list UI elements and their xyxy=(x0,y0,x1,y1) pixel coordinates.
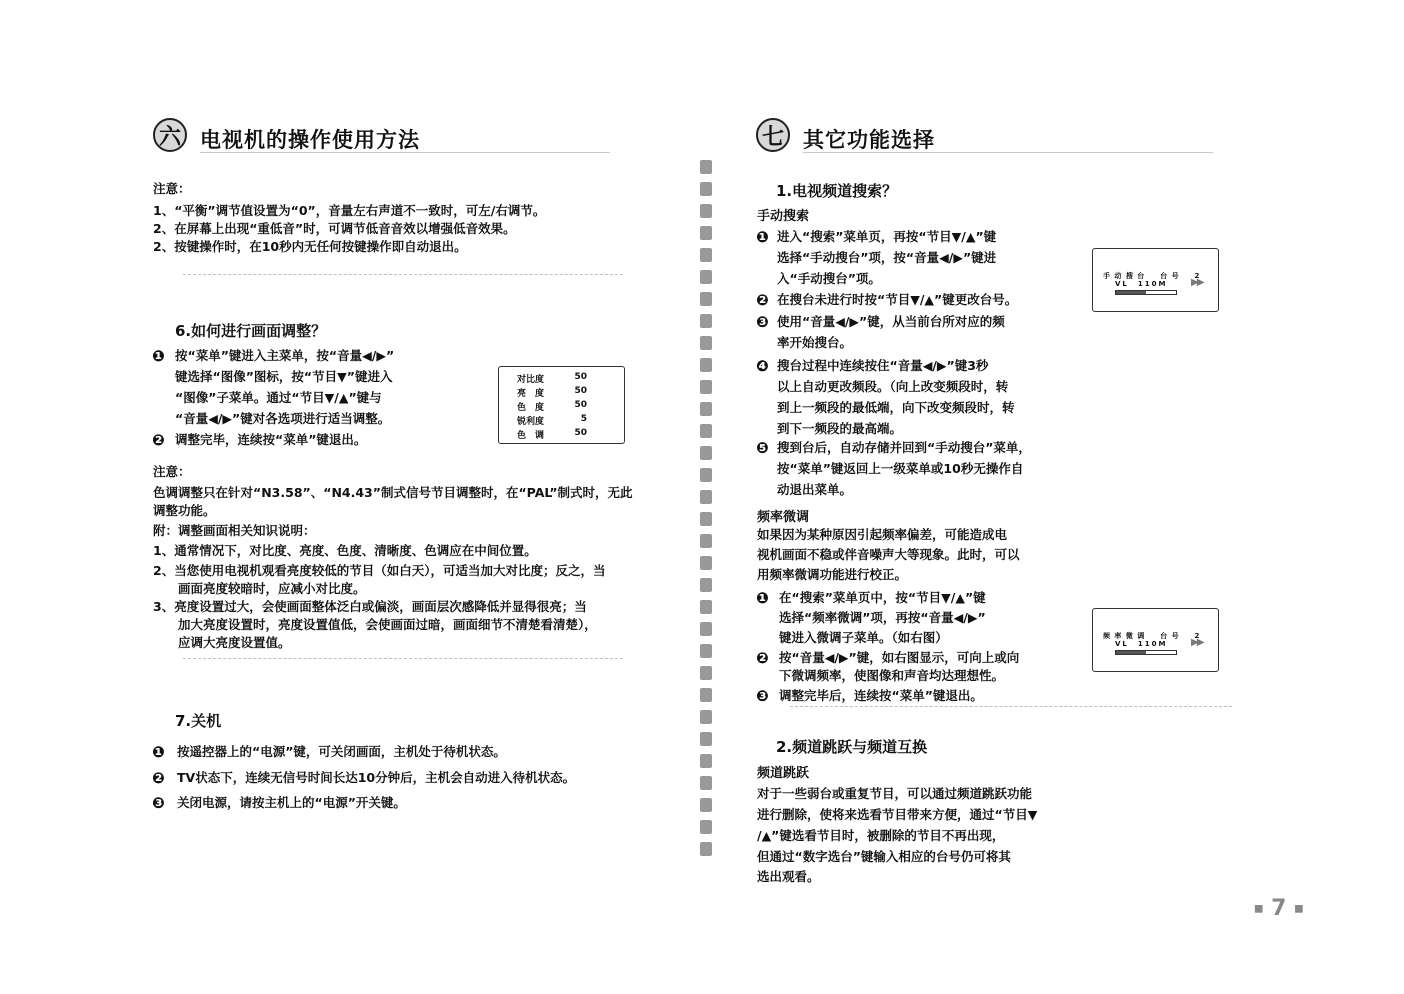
menu-label: 色 调 xyxy=(517,431,545,441)
step-marker: ❹ xyxy=(756,357,769,375)
menu-label: 亮 度 xyxy=(517,389,545,399)
note1-line: 2、按键操作时，在10秒内无任何按键操作即自动退出。 xyxy=(153,239,467,254)
manual-step-line: 到下一频段的最高端。 xyxy=(777,421,903,436)
note2-line: 调整功能。 xyxy=(153,503,216,518)
osd-title: 频 率 微 调 台 号 2 xyxy=(1103,632,1201,640)
divider xyxy=(183,658,623,659)
appendix-line: 1、通常情况下，对比度、亮度、色度、清晰度、色调应在中间位置。 xyxy=(153,543,537,558)
manual-step-line: 率开始搜台。 xyxy=(777,335,853,350)
menu-label: 色 度 xyxy=(517,403,545,413)
appendix-line: 应调大亮度设置值。 xyxy=(153,635,291,650)
menu-row xyxy=(517,414,587,427)
osd-level-fill xyxy=(1116,651,1146,654)
manual-search-osd-illustration xyxy=(1092,248,1219,312)
appendix-label: 附：调整画面相关知识说明： xyxy=(153,523,316,538)
fine-tune-label: 频率微调 xyxy=(757,510,810,525)
manual-step-line: 以上自动更改频段。（向上改变频段时，转 xyxy=(777,379,1009,394)
manual-search-label: 手动搜索 xyxy=(757,209,810,224)
fine-step-line: 调整完毕后，连续按“菜单”键退出。 xyxy=(779,688,983,703)
fine-step-line: 下微调频率，使图像和声音均达理想性。 xyxy=(779,668,1005,683)
manual-step-line: 选择“手动搜台”项，按“音量◀/▶”键进 xyxy=(777,250,997,265)
fine-step-line: 选择“频率微调”项，再按“音量◀/▶” xyxy=(779,610,986,625)
manual-step-line: 进入“搜索”菜单页，再按“节目▼/▲”键 xyxy=(777,229,997,244)
binding-spine xyxy=(700,160,712,890)
right-title-rule xyxy=(803,152,1213,153)
menu-row xyxy=(517,372,587,385)
manual-step-line: 在搜台未进行时按“节目▼/▲”键更改台号。 xyxy=(777,292,1018,307)
menu-value: 50 xyxy=(574,372,587,382)
appendix-line: 2、当您使用电视机观看亮度较低的节目（如白天），可适当加大对比度；反之，当 xyxy=(153,563,606,578)
fine-step-line: 在“搜索”菜单页中，按“节目▼/▲”键 xyxy=(779,590,986,605)
note2-line: 色调调整只在针对“N3.58”、“N4.43”制式信号节目调整时，在“PAL”制式时，无此 xyxy=(153,485,633,500)
step-marker: ❷ xyxy=(756,291,769,309)
s7-step-line: TV状态下，连续无信号时间长达10分钟后，主机会自动进入待机状态。 xyxy=(177,770,576,785)
s6-step1-line: “图像”子菜单。通过“节目▼/▲”键与 xyxy=(175,390,382,405)
fine-step-line: 按“音量◀/▶”键，如右图显示，可向上或向 xyxy=(779,650,1020,665)
manual-step-line: 搜到台后，自动存储并回到“手动搜台”菜单， xyxy=(777,440,1031,455)
picture-menu-illustration xyxy=(498,366,625,444)
manual-step-line: 到上一频段的最低端，向下改变频段时，转 xyxy=(777,400,1015,415)
manual-step-line: 按“菜单”键返回上一级菜单或10秒无操作自 xyxy=(777,461,1024,476)
note1-label: 注意： xyxy=(153,181,191,196)
step-marker: ❺ xyxy=(756,439,769,457)
section-7-title: 7.关机 xyxy=(175,712,222,730)
menu-row xyxy=(517,400,587,413)
fine-step-line: 键进入微调子菜单。（如右图） xyxy=(779,630,948,645)
step-marker: ❷ xyxy=(152,431,165,449)
step-marker: ❷ xyxy=(756,649,769,667)
osd-title: 手 动 搜 台 台 号 2 xyxy=(1103,272,1201,280)
manual-step-line: 入“手动搜台”项。 xyxy=(777,271,881,286)
menu-row xyxy=(517,428,587,441)
s6-step2-line: 调整完毕，连续按“菜单”键退出。 xyxy=(175,432,367,447)
fine-tune-line: 如果因为某种原因引起频率偏差，可能造成电 xyxy=(757,527,1008,542)
menu-label: 锐利度 xyxy=(517,417,545,427)
s7-step-line: 关闭电源，请按主机上的“电源”开关键。 xyxy=(177,795,406,810)
menu-label: 对比度 xyxy=(517,375,545,385)
osd-level-fill xyxy=(1116,291,1146,294)
right-page-title: 其它功能选择 xyxy=(803,128,935,152)
divider xyxy=(183,274,623,275)
fast-forward-icon: ▶▶ xyxy=(1191,637,1203,648)
channel-skip-line: /▲”键选看节目时，被删除的节目不再出现， xyxy=(757,828,1005,843)
s7-step-line: 按遥控器上的“电源”键，可关闭画面，主机处于待机状态。 xyxy=(177,744,506,759)
osd-level-bar xyxy=(1115,650,1177,655)
s6-step1-line: 按“菜单”键进入主菜单，按“音量◀/▶” xyxy=(175,348,395,363)
s6-step1-line: “音量◀/▶”键对各选项进行适当调整。 xyxy=(175,411,391,426)
section-seven-badge: 七 xyxy=(756,118,790,152)
osd-band: VL 110M xyxy=(1115,640,1168,648)
search-section-title: 1.电视频道搜索？ xyxy=(776,182,898,200)
s6-step1-line: 键选择“图像”图标，按“节目▼”键进入 xyxy=(175,369,393,384)
note1-line: 1、“平衡”调节值设置为“0”，音量左右声道不一致时，可左/右调节。 xyxy=(153,203,546,218)
step-marker: ❶ xyxy=(756,589,769,607)
step-marker: ❸ xyxy=(756,687,769,705)
channel-skip-line: 进行删除，使将来选看节目带来方便，通过“节目▼ xyxy=(757,807,1038,822)
appendix-line: 加大亮度设置时，亮度设置值低，会使画面过暗，画面细节不清楚看清楚）， xyxy=(153,617,597,632)
channel-skip-section-title: 2.频道跳跃与频道互换 xyxy=(776,738,928,756)
page-number-value: 7 xyxy=(1271,896,1287,921)
channel-skip-label: 频道跳跃 xyxy=(757,766,810,781)
fine-tune-line: 视机画面不稳或伴音噪声大等现象。此时，可以 xyxy=(757,547,1020,562)
fine-tune-line: 用频率微调功能进行校正。 xyxy=(757,567,908,582)
left-page-title: 电视机的操作使用方法 xyxy=(200,128,420,152)
left-title-rule xyxy=(200,152,610,153)
menu-value: 50 xyxy=(574,428,587,438)
note2-label: 注意： xyxy=(153,464,191,479)
page-number: ■ 7 ■ xyxy=(1254,896,1304,921)
menu-value: 5 xyxy=(580,414,587,424)
manual-step-line: 使用“音量◀/▶”键，从当前台所对应的频 xyxy=(777,314,1005,329)
channel-skip-line: 但通过“数字选台”键输入相应的台号仍可将其 xyxy=(757,849,1011,864)
appendix-line: 3、亮度设置过大，会使画面整体泛白或偏淡，画面层次感降低并显得很亮；当 xyxy=(153,599,587,614)
osd-band: VL 110M xyxy=(1115,280,1168,288)
manual-step-line: 搜台过程中连续按住“音量◀/▶”键3秒 xyxy=(777,358,989,373)
menu-value: 50 xyxy=(574,386,587,396)
divider xyxy=(790,706,1232,707)
osd-level-bar xyxy=(1115,290,1177,295)
menu-row xyxy=(517,386,587,399)
note1-line: 2、在屏幕上出现“重低音”时，可调节低音音效以增强低音效果。 xyxy=(153,221,516,236)
section-six-badge: 六 xyxy=(153,118,187,152)
step-marker: ❶ xyxy=(152,347,165,365)
channel-skip-line: 对于一些弱台或重复节目，可以通过频道跳跃功能 xyxy=(757,786,1033,801)
section-6-title: 6.如何进行画面调整？ xyxy=(175,322,327,340)
fast-forward-icon: ▶▶ xyxy=(1191,277,1203,288)
channel-skip-line: 选出观看。 xyxy=(757,869,820,884)
menu-value: 50 xyxy=(574,400,587,410)
step-marker: ❶ xyxy=(152,743,165,761)
appendix-line: 画面亮度较暗时，应减小对比度。 xyxy=(153,581,366,596)
manual-step-line: 动退出菜单。 xyxy=(777,482,853,497)
step-marker: ❷ xyxy=(152,769,165,787)
step-marker: ❸ xyxy=(152,794,165,812)
fine-tune-osd-illustration xyxy=(1092,608,1219,672)
step-marker: ❶ xyxy=(756,228,769,246)
step-marker: ❸ xyxy=(756,313,769,331)
